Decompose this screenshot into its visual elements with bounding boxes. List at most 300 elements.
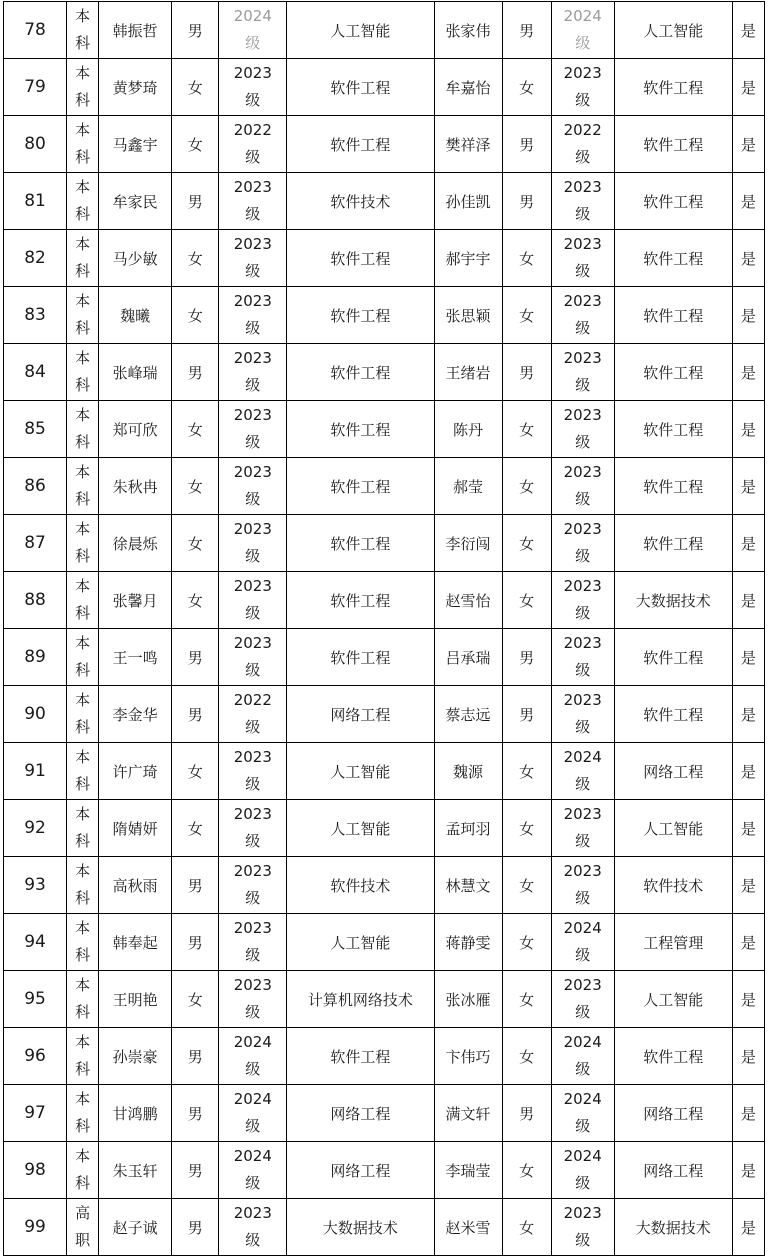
partner-name: 王绪岩	[434, 344, 502, 401]
table-row	[4, 401, 765, 458]
student-name: 朱玉轩	[99, 1142, 172, 1199]
student-gender: 男	[172, 686, 219, 743]
partner-grade	[551, 344, 614, 401]
student-gender: 男	[172, 914, 219, 971]
student-grade-line: 2023	[233, 178, 272, 196]
student-grade	[219, 743, 287, 800]
student-grade	[219, 1199, 287, 1256]
partner-grade-line: 级	[575, 661, 591, 679]
partner-grade-line: 2023	[563, 1204, 602, 1222]
partner-major: 工程管理	[614, 914, 732, 971]
student-grade-line: 级	[245, 433, 261, 451]
student-major: 软件工程	[287, 230, 434, 287]
partner-major: 软件工程	[614, 59, 732, 116]
partner-name: 赵米雪	[434, 1199, 502, 1256]
student-name: 张峰瑞	[99, 344, 172, 401]
student-grade-line: 级	[245, 775, 261, 793]
approved-flag: 是	[732, 686, 764, 743]
education-level-line: 本	[75, 64, 91, 82]
partner-grade-line: 2023	[563, 235, 602, 253]
education-level-line: 科	[75, 889, 91, 907]
partner-major: 网络工程	[614, 1085, 732, 1142]
education-level-line: 科	[75, 775, 91, 793]
partner-major: 软件工程	[614, 458, 732, 515]
partner-gender: 女	[502, 800, 551, 857]
partner-grade-line: 级	[575, 148, 591, 166]
student-gender: 女	[172, 572, 219, 629]
partner-name: 李衍闯	[434, 515, 502, 572]
student-grade-line: 2023	[233, 1204, 272, 1222]
partner-gender: 男	[502, 344, 551, 401]
student-major: 软件工程	[287, 59, 434, 116]
partner-grade-line: 级	[575, 718, 591, 736]
student-grade-line: 级	[245, 148, 261, 166]
partner-grade-line: 2024	[563, 7, 602, 25]
student-name: 隋婧妍	[99, 800, 172, 857]
row-number: 99	[4, 1199, 67, 1256]
student-name: 马少敏	[99, 230, 172, 287]
partner-grade-line: 级	[575, 547, 591, 565]
partner-major: 软件工程	[614, 287, 732, 344]
student-gender: 女	[172, 800, 219, 857]
table-row	[4, 1142, 765, 1199]
student-grade-line: 2023	[233, 748, 272, 766]
education-level-line: 本	[75, 805, 91, 823]
partner-grade	[551, 173, 614, 230]
student-gender: 女	[172, 230, 219, 287]
student-gender: 男	[172, 857, 219, 914]
education-level-line: 本	[75, 976, 91, 994]
partner-grade-line: 级	[575, 91, 591, 109]
education-level	[67, 1142, 99, 1199]
approved-flag: 是	[732, 800, 764, 857]
table-row	[4, 59, 765, 116]
partner-grade-line: 级	[575, 376, 591, 394]
partner-grade	[551, 800, 614, 857]
row-number: 92	[4, 800, 67, 857]
partner-grade-line: 级	[575, 1231, 591, 1249]
student-name: 王明艳	[99, 971, 172, 1028]
student-grade	[219, 857, 287, 914]
partner-gender: 男	[502, 1085, 551, 1142]
table-row	[4, 515, 765, 572]
partner-grade-line: 2023	[563, 976, 602, 994]
partner-grade	[551, 971, 614, 1028]
student-grade-line: 2023	[233, 349, 272, 367]
student-name: 甘鸿鹏	[99, 1085, 172, 1142]
partner-grade-line: 2023	[563, 805, 602, 823]
student-grade	[219, 800, 287, 857]
partner-grade-line: 2024	[563, 1147, 602, 1165]
student-grade-line: 2023	[233, 292, 272, 310]
education-level	[67, 515, 99, 572]
education-level-line: 本	[75, 463, 91, 481]
student-grade	[219, 572, 287, 629]
partner-gender: 女	[502, 914, 551, 971]
student-grade-line: 2023	[233, 235, 272, 253]
partner-name: 魏源	[434, 743, 502, 800]
row-number: 80	[4, 116, 67, 173]
row-number: 86	[4, 458, 67, 515]
student-major: 软件工程	[287, 401, 434, 458]
student-name: 魏曦	[99, 287, 172, 344]
education-level-line: 科	[75, 319, 91, 337]
student-grade-line: 级	[245, 319, 261, 337]
partner-grade	[551, 857, 614, 914]
table-row	[4, 344, 765, 401]
approved-flag: 是	[732, 857, 764, 914]
table-row	[4, 572, 765, 629]
partner-gender: 女	[502, 59, 551, 116]
partner-grade-line: 级	[575, 946, 591, 964]
approved-flag: 是	[732, 344, 764, 401]
education-level-line: 本	[75, 121, 91, 139]
row-number: 90	[4, 686, 67, 743]
education-level-line: 本	[75, 292, 91, 310]
partner-major: 软件工程	[614, 629, 732, 686]
table-row	[4, 116, 765, 173]
education-level	[67, 971, 99, 1028]
education-level-line: 科	[75, 1117, 91, 1135]
partner-major: 软件工程	[614, 116, 732, 173]
education-level-line: 本	[75, 1090, 91, 1108]
partner-grade-line: 2023	[563, 406, 602, 424]
student-major: 网络工程	[287, 1085, 434, 1142]
row-number: 81	[4, 173, 67, 230]
partner-grade-line: 2023	[563, 634, 602, 652]
partner-name: 卞伟巧	[434, 1028, 502, 1085]
education-level	[67, 1199, 99, 1256]
student-major: 人工智能	[287, 800, 434, 857]
partner-name: 张家伟	[434, 2, 502, 59]
education-level	[67, 914, 99, 971]
education-level	[67, 857, 99, 914]
student-major: 软件工程	[287, 515, 434, 572]
partner-grade-line: 级	[575, 319, 591, 337]
partner-major: 软件工程	[614, 1028, 732, 1085]
partner-grade	[551, 686, 614, 743]
row-number: 97	[4, 1085, 67, 1142]
student-grade	[219, 1028, 287, 1085]
approved-flag: 是	[732, 59, 764, 116]
partner-grade-line: 2023	[563, 691, 602, 709]
education-level	[67, 2, 99, 59]
student-grade-line: 2023	[233, 520, 272, 538]
student-grade	[219, 686, 287, 743]
partner-grade	[551, 401, 614, 458]
student-gender: 女	[172, 971, 219, 1028]
student-gender: 女	[172, 458, 219, 515]
partner-grade-line: 级	[575, 1174, 591, 1192]
partner-name: 张冰雁	[434, 971, 502, 1028]
student-grade-line: 2024	[233, 7, 272, 25]
partner-grade-line: 2024	[563, 919, 602, 937]
partner-major: 软件工程	[614, 344, 732, 401]
education-level-line: 本	[75, 862, 91, 880]
education-level-line: 科	[75, 604, 91, 622]
education-level-line: 科	[75, 262, 91, 280]
approved-flag: 是	[732, 1142, 764, 1199]
partner-grade	[551, 572, 614, 629]
approved-flag: 是	[732, 458, 764, 515]
partner-grade-line: 级	[575, 889, 591, 907]
partner-gender: 女	[502, 1028, 551, 1085]
partner-name: 满文轩	[434, 1085, 502, 1142]
education-level-line: 科	[75, 490, 91, 508]
education-level	[67, 173, 99, 230]
table-body	[4, 2, 765, 1256]
student-gender: 女	[172, 287, 219, 344]
education-level-line: 本	[75, 691, 91, 709]
education-level-line: 本	[75, 7, 91, 25]
student-grade-line: 级	[245, 91, 261, 109]
partner-grade	[551, 1028, 614, 1085]
education-level	[67, 59, 99, 116]
student-name: 张馨月	[99, 572, 172, 629]
student-gender: 女	[172, 743, 219, 800]
student-gender: 男	[172, 1142, 219, 1199]
partner-major: 软件工程	[614, 515, 732, 572]
student-grade-line: 级	[245, 1060, 261, 1078]
student-grade	[219, 59, 287, 116]
row-number: 85	[4, 401, 67, 458]
partner-grade	[551, 287, 614, 344]
row-number: 98	[4, 1142, 67, 1199]
student-name: 许广琦	[99, 743, 172, 800]
table-row	[4, 914, 765, 971]
partner-grade-line: 2023	[563, 292, 602, 310]
row-number: 94	[4, 914, 67, 971]
partner-grade-line: 级	[575, 34, 591, 52]
student-name: 郑可欣	[99, 401, 172, 458]
approved-flag: 是	[732, 971, 764, 1028]
student-major: 网络工程	[287, 1142, 434, 1199]
approved-flag: 是	[732, 1199, 764, 1256]
partner-major: 软件工程	[614, 401, 732, 458]
partner-grade	[551, 914, 614, 971]
approved-flag: 是	[732, 1085, 764, 1142]
education-level-line: 本	[75, 1033, 91, 1051]
table-row	[4, 1028, 765, 1085]
partner-major: 软件工程	[614, 173, 732, 230]
education-level-line: 本	[75, 577, 91, 595]
education-level	[67, 1028, 99, 1085]
student-major: 人工智能	[287, 2, 434, 59]
partner-gender: 男	[502, 686, 551, 743]
student-name: 朱秋冉	[99, 458, 172, 515]
partner-name: 孙佳凯	[434, 173, 502, 230]
education-level	[67, 800, 99, 857]
education-level-line: 科	[75, 433, 91, 451]
education-level	[67, 401, 99, 458]
partner-name: 蔡志远	[434, 686, 502, 743]
student-grade-line: 级	[245, 1231, 261, 1249]
partner-major: 大数据技术	[614, 1199, 732, 1256]
table-row	[4, 800, 765, 857]
partner-grade-line: 2022	[563, 121, 602, 139]
partner-gender: 女	[502, 1142, 551, 1199]
partner-grade-line: 级	[575, 1117, 591, 1135]
student-grade-line: 级	[245, 832, 261, 850]
partner-name: 张思颖	[434, 287, 502, 344]
table-row	[4, 971, 765, 1028]
row-number: 79	[4, 59, 67, 116]
education-level	[67, 629, 99, 686]
student-grade-line: 级	[245, 1117, 261, 1135]
student-name: 高秋雨	[99, 857, 172, 914]
student-grade-line: 级	[245, 604, 261, 622]
partner-name: 樊祥泽	[434, 116, 502, 173]
row-number: 84	[4, 344, 67, 401]
partner-gender: 女	[502, 401, 551, 458]
partner-major: 软件工程	[614, 230, 732, 287]
approved-flag: 是	[732, 743, 764, 800]
student-major: 网络工程	[287, 686, 434, 743]
table-row	[4, 629, 765, 686]
partner-grade-line: 级	[575, 262, 591, 280]
partner-grade	[551, 1199, 614, 1256]
student-grade-line: 级	[245, 205, 261, 223]
partner-name: 牟嘉怡	[434, 59, 502, 116]
partner-name: 郝宇宇	[434, 230, 502, 287]
partner-gender: 女	[502, 287, 551, 344]
partner-grade	[551, 1085, 614, 1142]
student-grade-line: 级	[245, 946, 261, 964]
partner-gender: 女	[502, 515, 551, 572]
partner-major: 人工智能	[614, 800, 732, 857]
student-gender: 女	[172, 401, 219, 458]
student-grade-line: 2023	[233, 976, 272, 994]
student-grade	[219, 344, 287, 401]
partner-major: 人工智能	[614, 971, 732, 1028]
student-grade-line: 级	[245, 1003, 261, 1021]
student-name: 孙崇豪	[99, 1028, 172, 1085]
education-level-line: 科	[75, 661, 91, 679]
student-grade-line: 级	[245, 490, 261, 508]
student-grade-line: 2023	[233, 463, 272, 481]
education-level	[67, 686, 99, 743]
student-grade-line: 2023	[233, 64, 272, 82]
student-grade	[219, 515, 287, 572]
partner-major: 大数据技术	[614, 572, 732, 629]
table-row	[4, 173, 765, 230]
row-number: 89	[4, 629, 67, 686]
student-major: 软件技术	[287, 857, 434, 914]
student-gender: 女	[172, 116, 219, 173]
education-level-line: 科	[75, 1060, 91, 1078]
partner-grade-line: 级	[575, 490, 591, 508]
education-level-line: 本	[75, 1147, 91, 1165]
partner-gender: 女	[502, 857, 551, 914]
partner-grade	[551, 629, 614, 686]
approved-flag: 是	[732, 287, 764, 344]
student-major: 软件工程	[287, 629, 434, 686]
approved-flag: 是	[732, 572, 764, 629]
student-grade	[219, 173, 287, 230]
student-name: 王一鸣	[99, 629, 172, 686]
student-name: 韩振哲	[99, 2, 172, 59]
table-row	[4, 458, 765, 515]
education-level-line: 科	[75, 34, 91, 52]
row-number: 88	[4, 572, 67, 629]
partner-gender: 男	[502, 116, 551, 173]
partner-grade-line: 2023	[563, 349, 602, 367]
student-grade-line: 2024	[233, 1147, 272, 1165]
student-grade	[219, 1142, 287, 1199]
partner-major: 软件技术	[614, 857, 732, 914]
education-level-line: 科	[75, 832, 91, 850]
partner-grade-line: 级	[575, 433, 591, 451]
partner-name: 郝莹	[434, 458, 502, 515]
partner-gender: 男	[502, 629, 551, 686]
student-grade	[219, 629, 287, 686]
education-level-line: 科	[75, 547, 91, 565]
education-level-line: 本	[75, 406, 91, 424]
partner-grade	[551, 116, 614, 173]
education-level-line: 科	[75, 718, 91, 736]
partner-major: 软件工程	[614, 686, 732, 743]
student-grade	[219, 914, 287, 971]
student-grade-line: 级	[245, 1174, 261, 1192]
approved-flag: 是	[732, 116, 764, 173]
row-number: 87	[4, 515, 67, 572]
partner-grade-line: 级	[575, 604, 591, 622]
student-grade-line: 级	[245, 547, 261, 565]
student-gender: 男	[172, 173, 219, 230]
education-level-line: 科	[75, 1174, 91, 1192]
partner-grade	[551, 515, 614, 572]
partner-gender: 男	[502, 2, 551, 59]
education-level-line: 科	[75, 91, 91, 109]
student-major: 人工智能	[287, 743, 434, 800]
student-name: 徐晨烁	[99, 515, 172, 572]
row-number: 83	[4, 287, 67, 344]
table-row	[4, 2, 765, 59]
partner-grade-line: 2023	[563, 178, 602, 196]
education-level-line: 科	[75, 946, 91, 964]
partner-name: 吕承瑞	[434, 629, 502, 686]
education-level-line: 职	[75, 1231, 91, 1249]
student-major: 软件工程	[287, 458, 434, 515]
student-grade	[219, 458, 287, 515]
education-level-line: 科	[75, 205, 91, 223]
education-level-line: 高	[75, 1204, 91, 1222]
partner-grade-line: 级	[575, 1003, 591, 1021]
student-grade-line: 2023	[233, 406, 272, 424]
student-grade	[219, 1085, 287, 1142]
education-level-line: 科	[75, 148, 91, 166]
partner-grade	[551, 458, 614, 515]
pairing-table	[3, 1, 765, 1256]
student-major: 软件技术	[287, 173, 434, 230]
student-grade-line: 级	[245, 718, 261, 736]
partner-name: 林慧文	[434, 857, 502, 914]
student-grade-line: 2023	[233, 919, 272, 937]
student-grade-line: 级	[245, 661, 261, 679]
partner-grade-line: 2023	[563, 577, 602, 595]
table-row	[4, 1199, 765, 1256]
education-level-line: 本	[75, 919, 91, 937]
education-level-line: 本	[75, 520, 91, 538]
student-grade-line: 2023	[233, 862, 272, 880]
partner-gender: 女	[502, 1199, 551, 1256]
partner-grade-line: 2023	[563, 463, 602, 481]
approved-flag: 是	[732, 401, 764, 458]
education-level	[67, 572, 99, 629]
partner-grade-line: 2024	[563, 1033, 602, 1051]
student-major: 人工智能	[287, 914, 434, 971]
student-gender: 男	[172, 629, 219, 686]
